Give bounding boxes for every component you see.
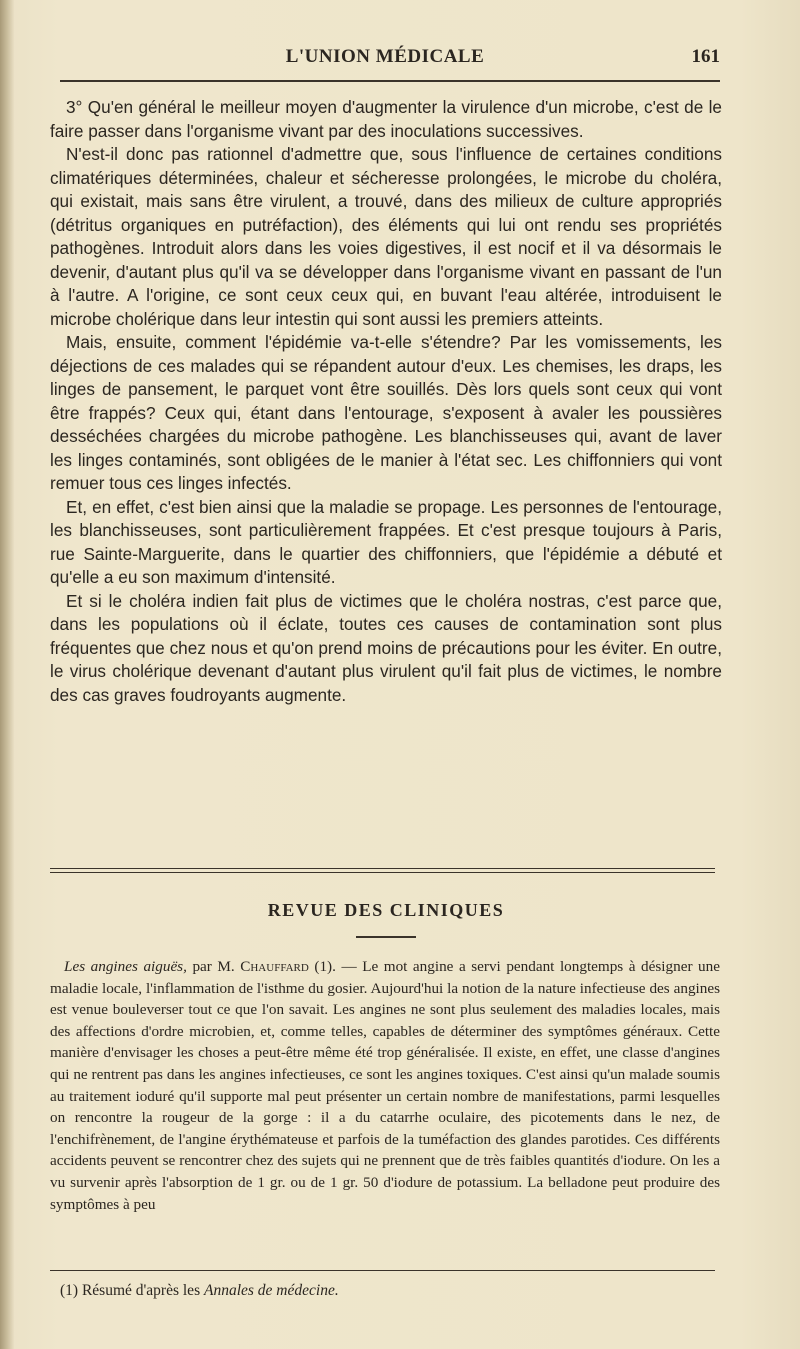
paragraph: 3° Qu'en général le meilleur moyen d'augmenter la virulence d'un microbe, c'est de le faire passer dans l'organisme vivant par des inoculations successives. bbox=[50, 97, 722, 141]
page-binding-edge bbox=[0, 0, 14, 1349]
footnote-source: Annales de médecine. bbox=[203, 1282, 339, 1299]
section-separator-rule bbox=[50, 872, 715, 873]
paragraph: N'est-il donc pas rationnel d'admettre que, sous l'influence de certaines conditions climatériques déterminées, chaleur et sécheresse prolongées, le microbe du choléra, qui existait, mais sans être virulent, a trouvé, dans des milieux de culture appropriés (détritus organiques en putréfaction), des éléments qui lui ont rendu ses propriétés pathogènes. Introduit alors dans les voies digestives, il est nocif et il va désormais le devenir, d'autant plus qu'il va se développer dans l'organisme vivant en passant de l'un à l'autre. A l'origine, ce sont ceux ceux qui, en buvant l'eau altérée, introduisent le microbe cholérique dans leur intestin qui sont aussi les premiers atteints. bbox=[50, 144, 722, 329]
footnote-prefix: (1) Résumé d'après les bbox=[60, 1282, 204, 1299]
paragraph bbox=[50, 956, 720, 1215]
clinical-review-text bbox=[50, 956, 720, 1215]
article-author: Chauffard bbox=[240, 958, 309, 975]
page-number: 161 bbox=[691, 46, 720, 67]
article-title: Les angines aiguës, bbox=[64, 958, 187, 975]
footnote-rule bbox=[50, 1270, 715, 1271]
main-text bbox=[50, 96, 722, 707]
section-title-rule bbox=[356, 936, 416, 938]
footnote bbox=[60, 1282, 720, 1300]
paragraph: Mais, ensuite, comment l'épidémie va-t-elle s'étendre? Par les vomissements, les déjections de ces malades qui se répandent autour d'eux. Les chemises, les draps, les linges de pansement, le parquet vont être souillés. Dès lors quels sont ceux qui vont être frappés? Ceux qui, étant dans l'entourage, s'exposent à avaler les poussières desséchées chargées du microbe pathogène. Les blanchisseuses qui, avant de laver les linges contaminés, sont obligées de le manier à l'état sec. Les chiffonniers qui vont remuer tous ces linges infectés. bbox=[50, 332, 722, 493]
section-title: REVUE DES CLINIQUES bbox=[267, 900, 505, 920]
article-by: par M. bbox=[186, 958, 241, 975]
header-rule bbox=[60, 80, 720, 82]
paragraph: Et si le choléra indien fait plus de victimes que le choléra nostras, c'est parce que, dans les populations où il éclate, toutes ces causes de contamination sont plus fréquentes que chez nous et qu'on prend moins de précautions pour les éviter. En outre, le virus cholérique devenant d'autant plus virulent qu'il fait plus de victimes, le nombre des cas graves foudroyants augmente. bbox=[50, 590, 722, 705]
page-header bbox=[50, 46, 720, 74]
article-note-ref: (1). — bbox=[308, 958, 363, 975]
paragraph: Et, en effet, c'est bien ainsi que la maladie se propage. Les personnes de l'entourage, les blanchisseuses, sont particulièrement frappées. Et c'est presque toujours à Paris, rue Sainte-Marguerite, dans le quartier des chiffonniers, que l'épidémie a débuté et qu'elle a eu son maximum d'intensité. bbox=[50, 496, 722, 587]
article-text: Le mot angine a servi pendant longtemps à désigner une maladie locale, l'inflammation de l'isthme du gosier. Aujourd'hui la notion de la nature infectieuse des angines est venue bouleverser tout ce que l'on savait. Les angines ne sont plus seulement des maladies locales, mais des affections d'ordre microbien, et, comme telles, capables de déterminer des symptômes généraux. Cette manière d'envisager les choses a peut-être même été trop généralisée. Il existe, en effet, une classe d'angines qui ne rentrent pas dans les angines infectieuses, ce sont les angines toxiques. C'est ainsi qu'un malade soumis au traitement ioduré qu'il supporte mal peut présenter un certain nombre de manifestations, parmi lesquelles on rencontre la rougeur de la gorge : il a du catarrhe oculaire, des picotements dans le nez, de l'enchifrènement, de l'angine érythémateuse et parfois de la tuméfaction des glandes parotides. Ces différents accidents peuvent se rencontrer chez des sujets qui ne prennent que de très faibles quantités d'iodure. On les a vu survenir après l'absorption de 1 gr. ou de 1 gr. 50 d'iodure de potassium. La belladone peut produire des symptômes à peu bbox=[50, 958, 720, 1213]
running-head: L'UNION MÉDICALE bbox=[285, 46, 485, 67]
section-separator-rule bbox=[50, 868, 715, 869]
